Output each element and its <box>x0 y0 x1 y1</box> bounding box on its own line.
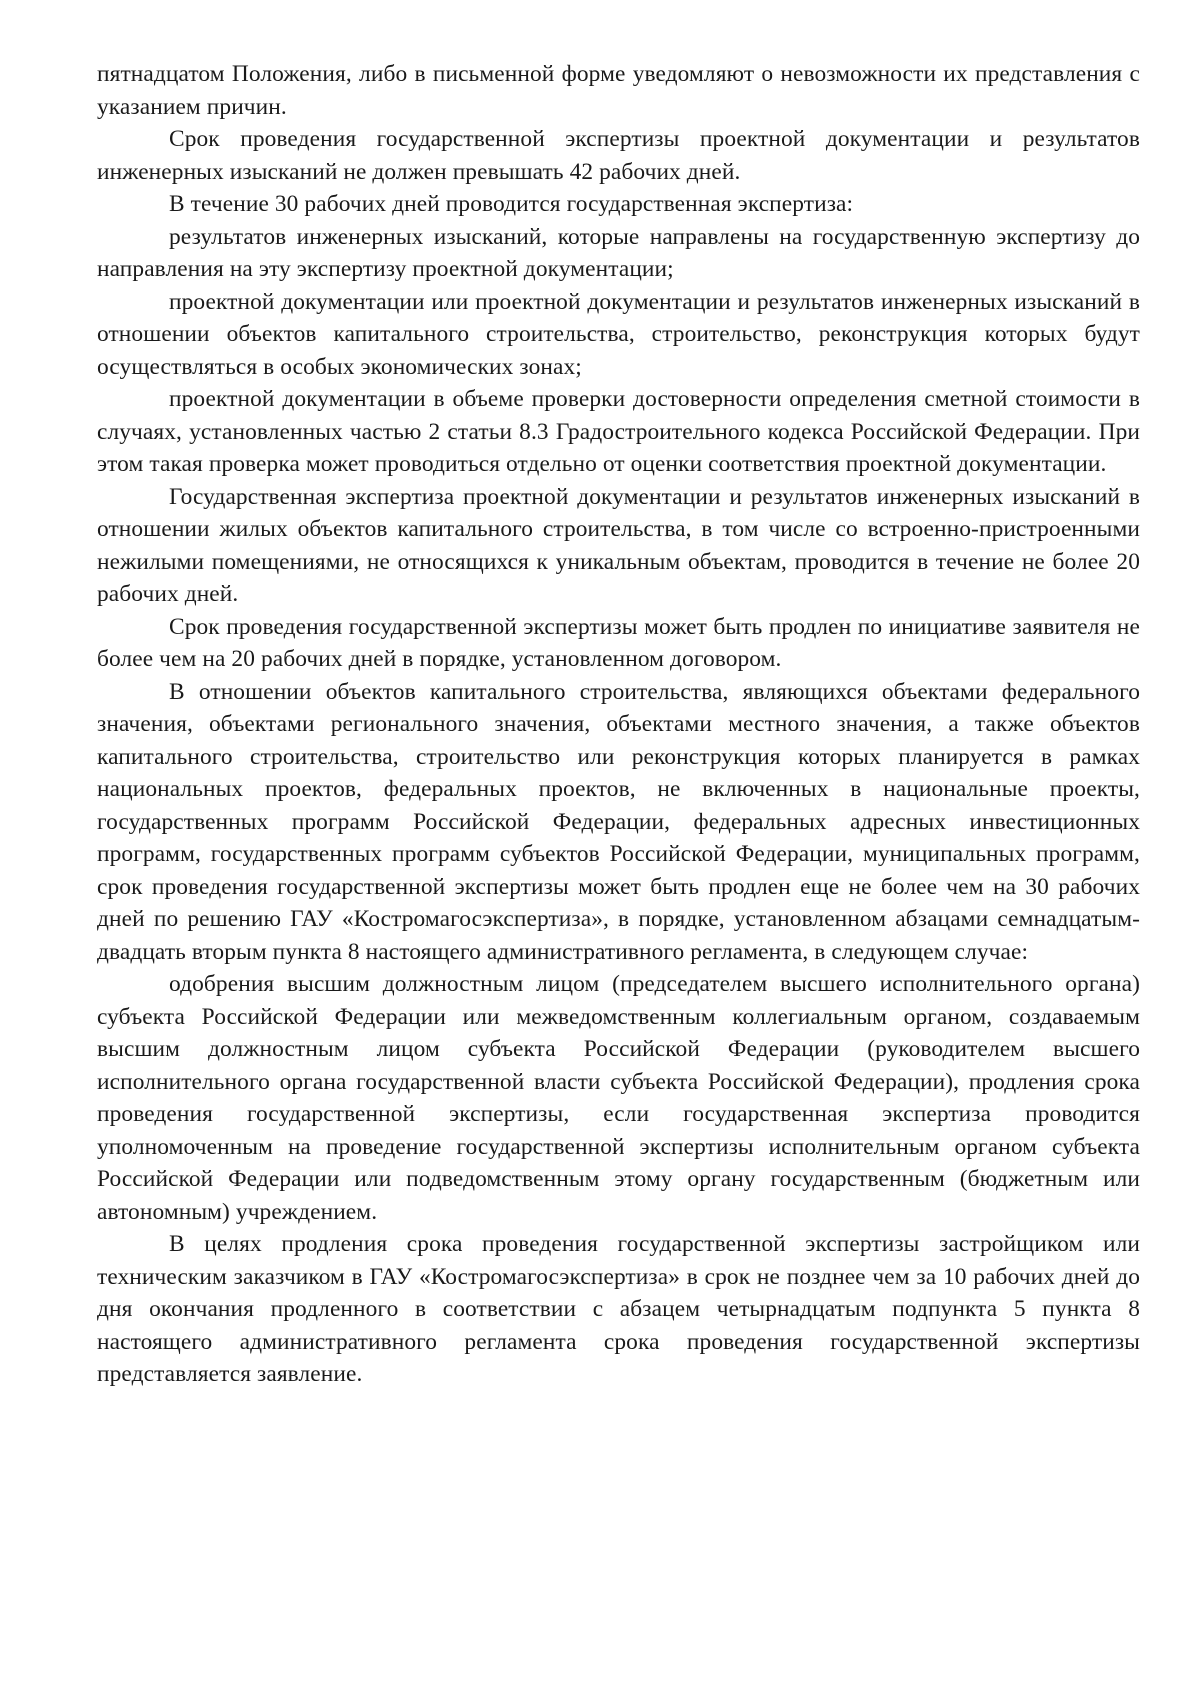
paragraph-30-days-intro: В течение 30 рабочих дней проводится государственная экспертиза: <box>169 191 854 217</box>
document-body <box>97 58 1140 1391</box>
paragraph-residential-objects: Государственная экспертиза проектной документации и результатов инженерных изысканий в отношении жилых объектов капитального строительства, в том числе со встроенно-пристроенными нежилыми помещениями, не относящихся к уникальным объектам, проводится в течение не более 20 рабочих дней. <box>97 483 1140 607</box>
paragraph-extension-national-projects: В отношении объектов капитального строительства, являющихся объектами федерального значения, объектами регионального значения, объектами местного значения, а также объектов капитального строительства, строительство или реконструкция которых планируется в рамках национальных проектов, федеральных проектов, не включенных в национальные проекты, государственных программ Российской Федерации, федеральных адресных инвестиционных программ, государственных программ субъектов Российской Федерации, муниципальных программ, срок проведения государственной экспертизы может быть продлен еще не более чем на 30 рабочих дней по решению ГАУ «Костромагосэкспертиза», в порядке, установленном абзацами семнадцатым-двадцать вторым пункта 8 настоящего административного регламента, в следующем случае: <box>97 678 1140 965</box>
paragraph-special-economic-zones: проектной документации или проектной документации и результатов инженерных изысканий в отношении объектов капитального строительства, строительство, реконструкция которых будут осуществляться в особых экономических зонах; <box>97 288 1140 380</box>
paragraph-extension-application: В целях продления срока проведения государственной экспертизы застройщиком или техническим заказчиком в ГАУ «Костромагосэкспертиза» в срок не позднее чем за 10 рабочих дней до дня окончания продленного в соответствии с абзацем четырнадцатым подпункта 5 пункта 8 настоящего административного регламента срока проведения государственной экспертизы представляется заявление. <box>97 1231 1140 1387</box>
paragraph-expertise-term: Срок проведения государственной экспертизы проектной документации и результатов инженерных изысканий не должен превышать 42 рабочих дней. <box>97 126 1140 185</box>
paragraph-estimate-check: проектной документации в объеме проверки достоверности определения сметной стоимости в случаях, установленных частью 2 статьи 8.3 Градостроительного кодекса Российской Федерации. При этом такая проверка может проводиться отдельно от оценки соответствия проектной документации. <box>97 386 1140 477</box>
paragraph-approval-condition: одобрения высшим должностным лицом (председателем высшего исполнительного органа) субъекта Российской Федерации или межведомственным коллегиальным органом, создаваемым высшим должностным лицом субъекта Российской Федерации (руководителем высшего исполнительного органа государственной власти субъекта Российской Федерации), продления срока проведения государственной экспертизы, если государственная экспертиза проводится уполномоченным на проведение государственной экспертизы исполнительным органом субъекта Российской Федерации или подведомственным этому органу государственным (бюджетным или автономным) учреждением. <box>97 971 1140 1225</box>
paragraph-extension-by-applicant: Срок проведения государственной экспертизы может быть продлен по инициативе заявителя не более чем на 20 рабочих дней в порядке, установленном договором. <box>97 613 1140 672</box>
paragraph-survey-results: результатов инженерных изысканий, которые направлены на государственную экспертизу до направления на эту экспертизу проектной документации; <box>97 223 1140 282</box>
paragraph-continuation: пятнадцатом Положения, либо в письменной форме уведомляют о невозможности их представления с указанием причин. <box>97 61 1140 120</box>
